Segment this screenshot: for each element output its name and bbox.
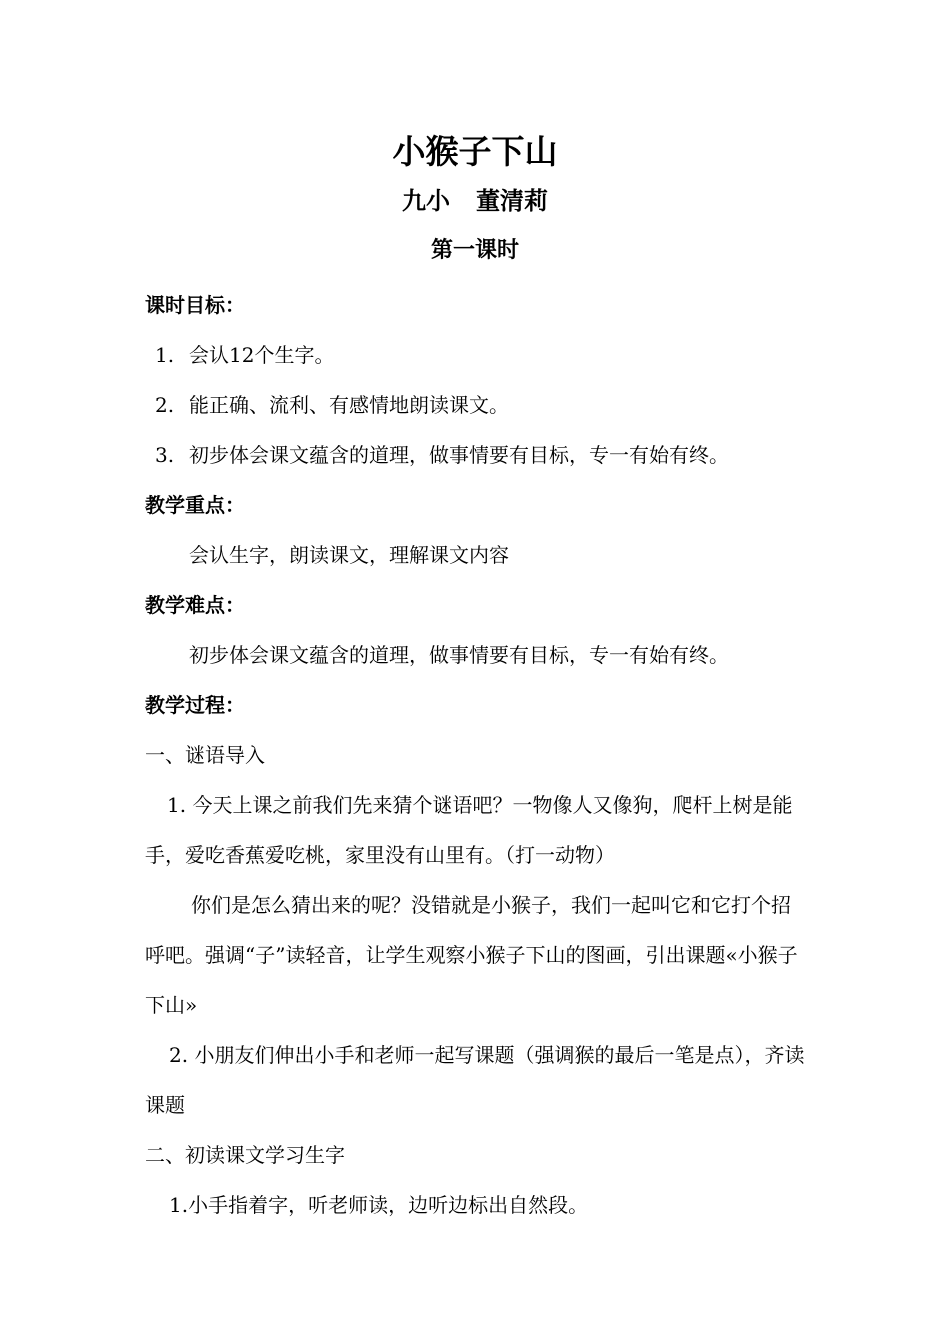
difficulties-heading: 教学难点： [145,593,245,617]
key-points-text: 会认生字，朗读课文，理解课文内容 [189,543,509,567]
author-school: 九小 [402,187,450,215]
objective-text: 会认12个生字。 [189,343,335,367]
author-name: 董清莉 [476,187,548,215]
key-points-heading: 教学重点： [145,493,245,517]
objective-number: 2. [155,393,175,417]
objective-number: 1. [155,343,175,367]
objective-number: 3. [155,443,175,467]
process-heading: 教学过程： [145,693,245,717]
document-body [145,280,810,1230]
section1-paragraph-1: 1. 今天上课之前我们先来猜个谜语吧？一物像人又像狗，爬杆上树是能手，爱吃香蕉爱吃桃，家里没有山里有。（打一动物） [145,793,793,867]
objective-item [145,380,810,430]
section2-paragraph-1: 1.小手指着字，听老师读，边听边标出自然段。 [169,1193,589,1217]
lesson-label: 第一课时 [430,238,519,263]
objective-item [145,330,810,380]
author-line [0,183,950,219]
section1-paragraph-3: 2. 小朋友们伸出小手和老师一起写课题（强调猴的最后一笔是点），齐读课题 [145,1043,805,1117]
objective-text: 初步体会课文蕴含的道理，做事情要有目标，专一有始有终。 [189,443,729,467]
objective-item [145,430,810,480]
objectives-heading: 课时目标： [145,293,245,317]
difficulties-text: 初步体会课文蕴含的道理，做事情要有目标，专一有始有终。 [189,643,729,667]
section1-title: 一、谜语导入 [145,743,265,767]
section2-title: 二、初读课文学习生字 [145,1143,345,1167]
section1-paragraph-2: 你们是怎么猜出来的呢？没错就是小猴子，我们一起叫它和它打个招呼吧。强调“子”读轻音，让学生观察小猴子下山的图画，引出课题«小猴子下山» [145,893,798,1017]
objective-text: 能正确、流利、有感情地朗读课文。 [189,393,509,417]
document-title: 小猴子下山 [392,132,558,171]
